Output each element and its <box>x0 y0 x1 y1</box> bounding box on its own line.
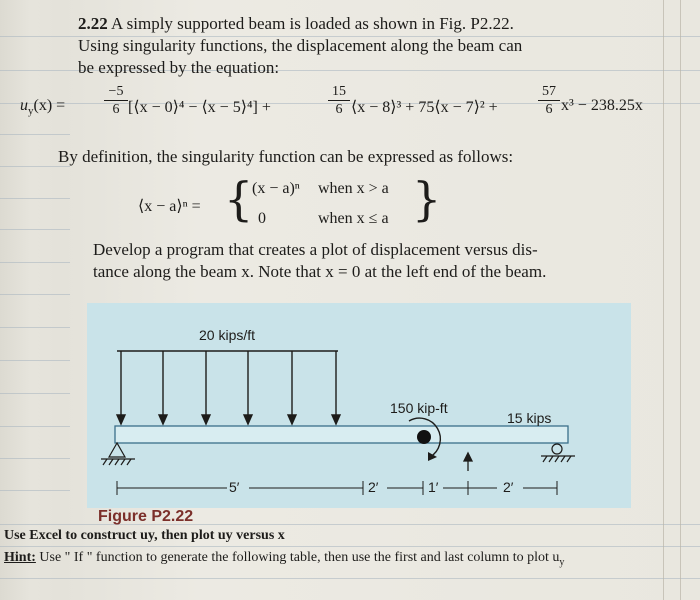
develop-line-2: tance along the beam x. Note that x = 0 at the left end of the beam. <box>93 262 547 281</box>
hint-text: Use " If " function to generate the following table, then use the first and last column to plot u <box>35 550 560 565</box>
ruling-line <box>0 546 700 547</box>
column-divider <box>680 0 681 600</box>
fraction-neg5-6: −5 6 <box>104 84 128 117</box>
equation-term-3: x³ − 238.25x <box>561 97 643 114</box>
dimension-lines <box>117 481 557 495</box>
case-1-condition: when x > a <box>318 180 389 197</box>
moment-label: 150 kip-ft <box>390 400 448 416</box>
figure-caption: Figure P2.22 <box>98 508 194 525</box>
ruling-line <box>0 578 700 579</box>
point-load-label: 15 kips <box>507 410 552 426</box>
dimension-5ft: 5′ <box>229 479 240 495</box>
problem-line-1 <box>78 14 514 34</box>
ruling-line <box>0 393 70 394</box>
develop-line-1: Develop a program that creates a plot of displacement versus dis- <box>93 240 538 259</box>
case-2-condition: when x ≤ a <box>318 210 389 227</box>
hint-subscript: y <box>559 556 565 568</box>
ruling-line <box>0 327 70 328</box>
right-roller-support <box>541 444 575 462</box>
dimension-2ft-a: 2′ <box>368 479 379 495</box>
right-brace: } <box>412 172 442 226</box>
case-1-value: (x − a)ⁿ <box>252 180 300 197</box>
ruling-line <box>0 262 70 263</box>
ruling-line <box>0 426 70 427</box>
equation-lhs: $u_y(x)$ = <box>20 97 66 118</box>
distributed-load-label: 20 kips/ft <box>199 327 256 343</box>
hint-line <box>4 549 694 572</box>
point-load-arrow <box>464 453 472 471</box>
problem-number: 2.22 <box>78 14 108 33</box>
hint-label: Hint: <box>4 550 36 565</box>
column-divider <box>663 0 664 600</box>
ruling-line <box>0 198 70 199</box>
ruling-line <box>0 360 70 361</box>
beam <box>115 426 568 443</box>
beam-diagram <box>87 303 631 508</box>
problem-text: A simply supported beam is loaded as shown in Fig. P2.22. <box>107 14 514 33</box>
fraction-15-6: 15 6 <box>328 84 350 117</box>
problem-line-3: be expressed by the equation: <box>78 58 280 77</box>
dimension-1ft: 1′ <box>428 479 439 495</box>
excel-instruction: Use Excel to construct uy, then plot uy versus x <box>4 528 285 543</box>
case-2-value: 0 <box>258 210 266 227</box>
problem-line-2: Using singularity functions, the displacement along the beam can <box>78 36 523 55</box>
definition-text: By definition, the singularity function can be expressed as follows: <box>58 147 514 166</box>
beam-figure <box>87 303 631 508</box>
ruling-line <box>0 134 70 135</box>
left-brace: { <box>224 172 254 226</box>
ruling-line <box>0 294 70 295</box>
equation-term-1: [⟨x − 0⟩⁴ − ⟨x − 5⟩⁴] + <box>128 99 271 116</box>
left-pin-support <box>101 443 135 465</box>
fraction-57-6: 57 6 <box>538 84 560 117</box>
distributed-load-arrows <box>117 351 340 424</box>
ruling-line <box>0 458 70 459</box>
equation-term-2: ⟨x − 8⟩³ + 75⟨x − 7⟩² + <box>351 99 498 116</box>
dimension-2ft-b: 2′ <box>503 479 514 495</box>
ruling-line <box>0 490 70 491</box>
ruling-line <box>0 229 70 230</box>
singularity-lhs: ⟨x − a⟩ⁿ = <box>138 198 201 215</box>
